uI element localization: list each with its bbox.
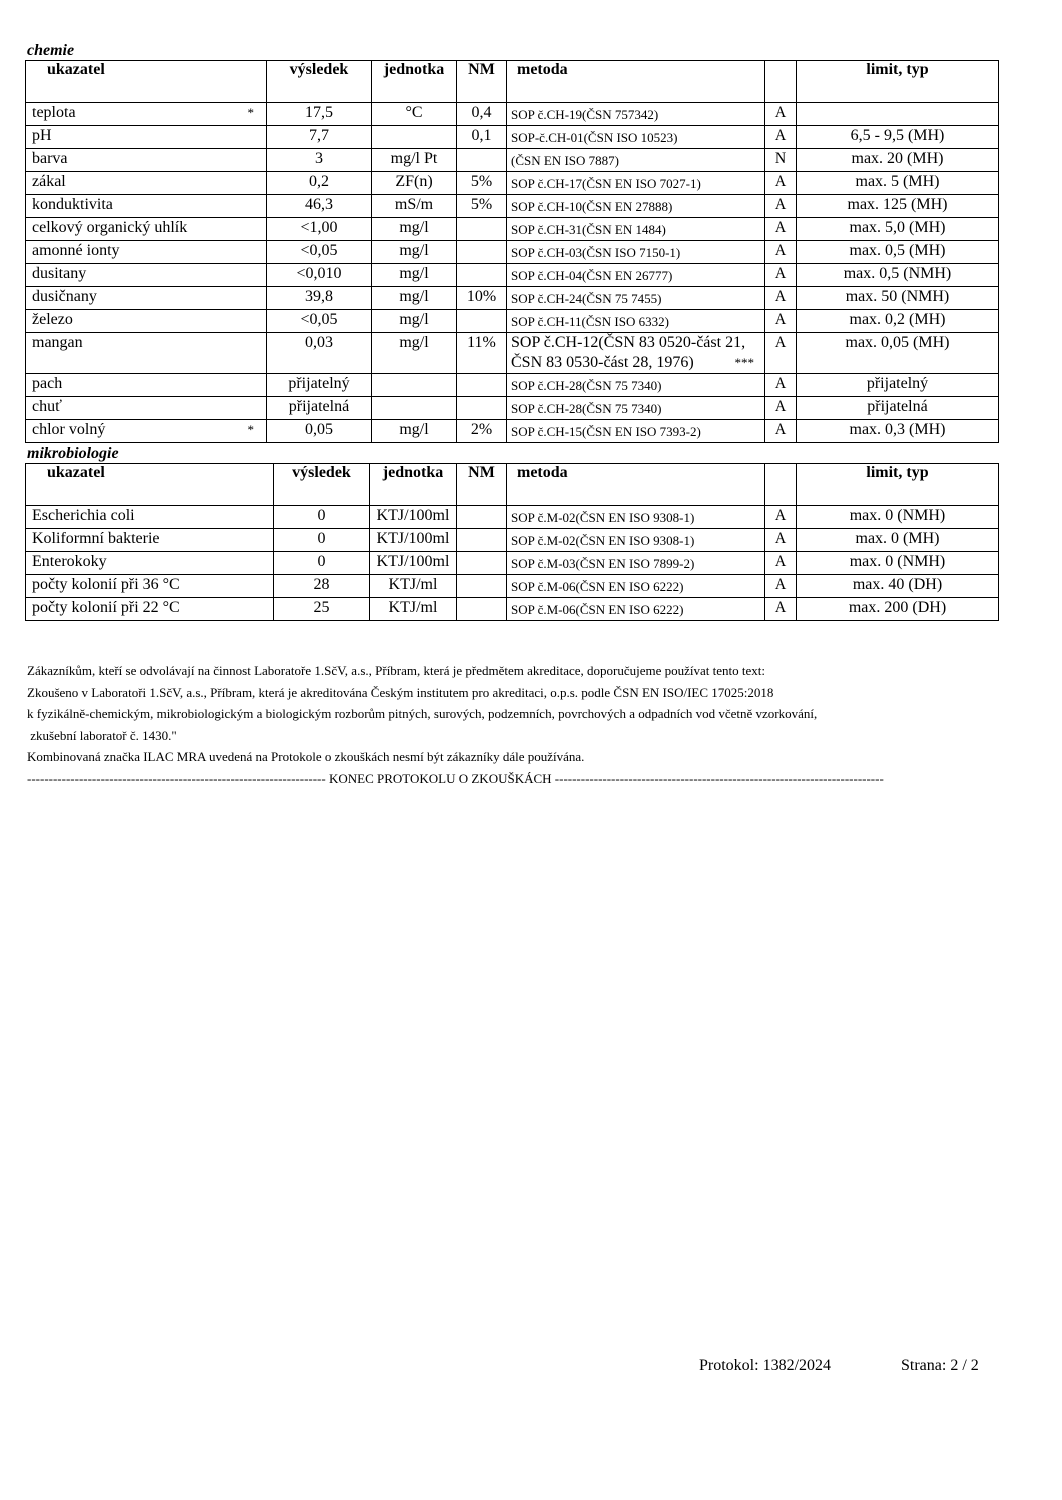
nm-value: [457, 310, 507, 333]
nm-value: [457, 241, 507, 264]
non-accredited-star: *: [247, 422, 254, 437]
accreditation-flag: A: [765, 333, 797, 374]
accreditation-flag: A: [765, 598, 797, 621]
method-value: SOP č.CH-15(ČSN EN ISO 7393-2): [507, 420, 765, 443]
limit-value: max. 200 (DH): [797, 598, 999, 621]
parameter-name: počty kolonií při 22 °C: [26, 598, 274, 621]
method-value: SOP č.M-02(ČSN EN ISO 9308-1): [507, 506, 765, 529]
parameter-label: pH: [32, 127, 52, 144]
method-value: [507, 333, 765, 374]
parameter-name: [26, 172, 267, 195]
accreditation-flag: A: [765, 506, 797, 529]
parameter-name: [26, 310, 267, 333]
result-value: <0,05: [267, 310, 372, 333]
method-value: SOP č.CH-03(ČSN ISO 7150-1): [507, 241, 765, 264]
method-line: SOP č.CH-12(ČSN 83 0520-část 21,: [511, 334, 746, 351]
limit-value: max. 40 (DH): [797, 575, 999, 598]
method-value: SOP č.M-03(ČSN EN ISO 7899-2): [507, 552, 765, 575]
limit-value: max. 0,05 (MH): [797, 333, 999, 374]
header-vysledek: výsledek: [267, 61, 372, 103]
parameter-name: [26, 103, 267, 126]
table-row: [26, 506, 999, 529]
method-value: SOP č.CH-31(ČSN EN 1484): [507, 218, 765, 241]
parameter-label: amonné ionty: [32, 242, 120, 259]
method-value: SOP č.M-06(ČSN EN ISO 6222): [507, 575, 765, 598]
parameter-label: konduktivita: [32, 196, 113, 213]
parameter-label: chlor volný: [32, 421, 106, 438]
method-value: SOP č.M-06(ČSN EN ISO 6222): [507, 598, 765, 621]
microbiology-results-table: [25, 463, 999, 621]
table-row: [26, 126, 999, 149]
parameter-name: [26, 264, 267, 287]
parameter-name: Enterokoky: [26, 552, 274, 575]
result-value: 0: [274, 529, 370, 552]
method-value: SOP č.CH-19(ČSN 757342): [507, 103, 765, 126]
result-value: <0,010: [267, 264, 372, 287]
non-accredited-star: *: [247, 105, 254, 120]
parameter-name: [26, 218, 267, 241]
table-row: [26, 287, 999, 310]
unit-value: KTJ/ml: [370, 575, 457, 598]
result-value: 25: [274, 598, 370, 621]
result-value: 0: [274, 552, 370, 575]
header-vysledek: výsledek: [274, 464, 370, 506]
result-value: 7,7: [267, 126, 372, 149]
method-value: SOP č.CH-17(ČSN EN ISO 7027-1): [507, 172, 765, 195]
parameter-label: dusičnany: [32, 288, 97, 305]
method-value: SOP č.M-02(ČSN EN ISO 9308-1): [507, 529, 765, 552]
accreditation-flag: A: [765, 287, 797, 310]
unit-value: KTJ/ml: [370, 598, 457, 621]
limit-value: max. 0,5 (MH): [797, 241, 999, 264]
result-value: 3: [267, 149, 372, 172]
table-row: [26, 218, 999, 241]
limit-value: max. 0 (MH): [797, 529, 999, 552]
parameter-name: [26, 397, 267, 420]
parameter-name: [26, 195, 267, 218]
unit-value: mg/l: [372, 287, 457, 310]
nm-value: [457, 552, 507, 575]
unit-value: mg/l: [372, 218, 457, 241]
nm-value: [457, 575, 507, 598]
nm-value: [457, 218, 507, 241]
section-title-mikrobiologie: mikrobiologie: [27, 445, 119, 462]
header-nm: NM: [457, 464, 507, 506]
header-accreditation: [765, 61, 797, 103]
unit-value: mg/l: [372, 310, 457, 333]
result-value: přijatelný: [267, 374, 372, 397]
method-value: (ČSN EN ISO 7887): [507, 149, 765, 172]
header-metoda: metoda: [507, 464, 765, 506]
result-value: 0,2: [267, 172, 372, 195]
parameter-name: Koliformní bakterie: [26, 529, 274, 552]
nm-value: 0,4: [457, 103, 507, 126]
limit-value: max. 125 (MH): [797, 195, 999, 218]
unit-value: mg/l Pt: [372, 149, 457, 172]
accreditation-notes: [27, 660, 1027, 790]
method-value: SOP č.CH-04(ČSN EN 26777): [507, 264, 765, 287]
result-value: <1,00: [267, 218, 372, 241]
method-line: ČSN 83 0530-část 28, 1976): [511, 354, 694, 371]
limit-value: max. 20 (MH): [797, 149, 999, 172]
parameter-name: [26, 333, 267, 374]
parameter-label: dusitany: [32, 265, 87, 282]
parameter-name: [26, 241, 267, 264]
nm-value: [457, 529, 507, 552]
table-row: [26, 420, 999, 443]
parameter-label: teplota: [32, 104, 76, 121]
limit-value: max. 0 (NMH): [797, 552, 999, 575]
table-row: [26, 195, 999, 218]
nm-value: 5%: [457, 172, 507, 195]
parameter-label: železo: [32, 311, 73, 328]
result-value: 39,8: [267, 287, 372, 310]
accreditation-flag: A: [765, 529, 797, 552]
table-row: [26, 149, 999, 172]
parameter-label: chuť: [32, 398, 62, 415]
accreditation-flag: A: [765, 552, 797, 575]
method-value: SOP č.CH-24(ČSN 75 7455): [507, 287, 765, 310]
note-line: k fyzikálně-chemickým, mikrobiologickým a biologickým rozborům pitných, surových, podzemních, povrchových a odpadních vod včetně vzorkování,: [27, 706, 818, 722]
result-value: <0,05: [267, 241, 372, 264]
parameter-name: [26, 126, 267, 149]
accreditation-flag: A: [765, 420, 797, 443]
table-row: [26, 241, 999, 264]
method-value: SOP-č.CH-01(ČSN ISO 10523): [507, 126, 765, 149]
method-value: SOP č.CH-28(ČSN 75 7340): [507, 374, 765, 397]
nm-value: [457, 149, 507, 172]
accreditation-flag: A: [765, 103, 797, 126]
header-limit: limit, typ: [797, 464, 999, 506]
nm-value: [457, 397, 507, 420]
unit-value: KTJ/100ml: [370, 552, 457, 575]
method-value: SOP č.CH-10(ČSN EN 27888): [507, 195, 765, 218]
unit-value: [372, 374, 457, 397]
protocol-number: Protokol: 1382/2024: [699, 1357, 832, 1374]
accreditation-flag: A: [765, 241, 797, 264]
unit-value: °C: [372, 103, 457, 126]
nm-value: [457, 374, 507, 397]
table-row: [26, 264, 999, 287]
header-nm: NM: [457, 61, 507, 103]
accreditation-flag: A: [765, 310, 797, 333]
header-ukazatel: ukazatel: [26, 464, 274, 506]
method-footnote-mark: ***: [734, 355, 754, 370]
accreditation-flag: A: [765, 264, 797, 287]
header-ukazatel: ukazatel: [26, 61, 267, 103]
method-value: SOP č.CH-11(ČSN ISO 6332): [507, 310, 765, 333]
chemistry-results-table: [25, 60, 999, 443]
header-accreditation: [765, 464, 797, 506]
table-row: [26, 552, 999, 575]
limit-value: max. 5 (MH): [797, 172, 999, 195]
result-value: 0: [274, 506, 370, 529]
limit-value: max. 0,5 (NMH): [797, 264, 999, 287]
unit-value: mg/l: [372, 241, 457, 264]
result-value: 0,03: [267, 333, 372, 374]
unit-value: mg/l: [372, 420, 457, 443]
parameter-label: celkový organický uhlík: [32, 219, 188, 236]
table-row: [26, 598, 999, 621]
nm-value: 11%: [457, 333, 507, 374]
parameter-name: [26, 374, 267, 397]
table-row: [26, 333, 999, 374]
method-value: SOP č.CH-28(ČSN 75 7340): [507, 397, 765, 420]
result-value: 17,5: [267, 103, 372, 126]
accreditation-flag: A: [765, 374, 797, 397]
accreditation-flag: A: [765, 397, 797, 420]
table-row: [26, 575, 999, 598]
parameter-name: Escherichia coli: [26, 506, 274, 529]
limit-value: max. 0,3 (MH): [797, 420, 999, 443]
note-line: zkušební laboratoř č. 1430.": [27, 727, 177, 743]
result-value: přijatelná: [267, 397, 372, 420]
unit-value: KTJ/100ml: [370, 506, 457, 529]
limit-value: 6,5 - 9,5 (MH): [797, 126, 999, 149]
nm-value: 0,1: [457, 126, 507, 149]
parameter-label: pach: [32, 375, 63, 392]
table-header-row: [26, 61, 999, 103]
unit-value: [372, 126, 457, 149]
parameter-name: počty kolonií při 36 °C: [26, 575, 274, 598]
limit-value: [797, 103, 999, 126]
note-line: Kombinovaná značka ILAC MRA uvedená na Protokole o zkouškách nesmí být zákazníky dále používána.: [27, 749, 585, 765]
parameter-label: mangan: [32, 334, 83, 351]
nm-value: 5%: [457, 195, 507, 218]
note-line: Zkoušeno v Laboratoři 1.SčV, a.s., Příbram, která je akreditována Českým institutem pro akreditaci, o.p.s. podle ČSN EN ISO/IEC 17025:2018: [27, 684, 774, 700]
accreditation-flag: A: [765, 172, 797, 195]
end-of-protocol-line: --------------------------------------------------------------------- KONEC PROTOKOLU O ZKOUŠKÁCH ----------------------------------------------------------------------------: [27, 770, 884, 786]
nm-value: [457, 506, 507, 529]
result-value: 0,05: [267, 420, 372, 443]
accreditation-flag: N: [765, 149, 797, 172]
nm-value: 10%: [457, 287, 507, 310]
note-line: Zákazníkům, kteří se odvolávají na činnost Laboratoře 1.SčV, a.s., Příbram, která je předmětem akreditace, doporučujeme používat tento text:: [27, 663, 765, 678]
nm-value: [457, 264, 507, 287]
nm-value: [457, 598, 507, 621]
table-row: [26, 172, 999, 195]
header-metoda: metoda: [507, 61, 765, 103]
result-value: 28: [274, 575, 370, 598]
limit-value: max. 0,2 (MH): [797, 310, 999, 333]
accreditation-flag: A: [765, 195, 797, 218]
limit-value: max. 0 (NMH): [797, 506, 999, 529]
table-row: [26, 103, 999, 126]
parameter-name: [26, 287, 267, 310]
parameter-label: barva: [32, 150, 68, 167]
limit-value: max. 50 (NMH): [797, 287, 999, 310]
header-limit: limit, typ: [797, 61, 999, 103]
accreditation-flag: A: [765, 218, 797, 241]
parameter-name: [26, 149, 267, 172]
unit-value: ZF(n): [372, 172, 457, 195]
limit-value: přijatelný: [797, 374, 999, 397]
header-jednotka: jednotka: [372, 61, 457, 103]
table-row: [26, 310, 999, 333]
parameter-label: zákal: [32, 173, 66, 190]
parameter-name: [26, 420, 267, 443]
result-value: 46,3: [267, 195, 372, 218]
table-row: [26, 529, 999, 552]
nm-value: 2%: [457, 420, 507, 443]
table-header-row: [26, 464, 999, 506]
limit-value: max. 5,0 (MH): [797, 218, 999, 241]
accreditation-flag: A: [765, 126, 797, 149]
page-number: Strana: 2 / 2: [901, 1357, 979, 1374]
header-jednotka: jednotka: [370, 464, 457, 506]
table-row: [26, 397, 999, 420]
table-row: [26, 374, 999, 397]
accreditation-flag: A: [765, 575, 797, 598]
limit-value: přijatelná: [797, 397, 999, 420]
unit-value: KTJ/100ml: [370, 529, 457, 552]
unit-value: mg/l: [372, 333, 457, 374]
unit-value: mS/m: [372, 195, 457, 218]
unit-value: [372, 397, 457, 420]
section-title-chemie: chemie: [27, 42, 75, 59]
unit-value: mg/l: [372, 264, 457, 287]
